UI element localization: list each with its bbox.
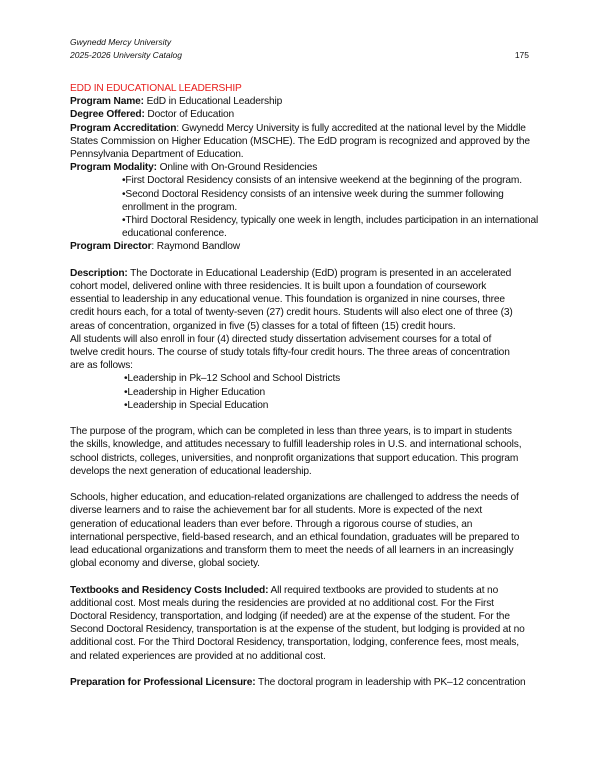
list-item: •First Doctoral Residency consists of an intensive weekend at the beginning of the program. xyxy=(122,175,522,187)
schools-paragraph: Schools, higher education, and education-related organizations are challenged to address the needs of diverse learners and to raise the achievement bar for all students. More is expected of the next generation of educational leaders than ever before. Through a rigorous course of studies, an international perspective, field-based research, and an ethical foundation, graduates will be prepared to lead educational organizations and transform them to meet the needs of all learners in an increasingly global economy and diverse, global society. xyxy=(70,492,520,570)
page-body xyxy=(70,82,540,689)
list-item: •Leadership in Pk–12 School and School Districts xyxy=(124,373,341,385)
list-item: •Leadership in Higher Education xyxy=(124,386,266,398)
bullet-icon: • xyxy=(124,399,128,411)
degree-offered: Degree Offered: Doctor of Education xyxy=(70,109,235,121)
bullet-icon: • xyxy=(122,215,126,227)
program-director: Program Director: Raymond Bandlow xyxy=(70,241,241,253)
bullet-icon: • xyxy=(122,175,126,187)
header-catalog: 2025-2026 University Catalog xyxy=(70,50,182,60)
purpose-paragraph: The purpose of the program, which can be completed in less than three years, is to impart in students the skills, knowledge, and attitudes necessary to fulfill leadership roles in U.S. and international schools, school districts, colleges, universities, and nonprofit organizations that support education. This program develops the next generation of educational leadership. xyxy=(70,426,522,477)
textbooks-paragraph: Textbooks and Residency Costs Included: All required textbooks are provided to students at no additional cost. Most meals during the residencies are provided at no additional cost. For the First Doctoral Residency, transportation, and lodging (if needed) are at the expense of the student. For the Second Doctoral Residency, transportation is at the expense of the student, but lodging is provided at no additional cost. For the Third Doctoral Residency, transportation, lodging, conference fees, most meals, and related experiences are provided at no additional cost. xyxy=(70,584,525,662)
page-number: 175 xyxy=(514,50,529,60)
bullet-icon: • xyxy=(124,386,128,398)
residency-list: •First Doctoral Residency consists of an intensive weekend at the beginning of the program. •Second Doctoral Residency consists of an intensive week during the summer following enrollment in the program. •Third Doctoral Residency, typically one week in length, includes participation in an international educational conference. xyxy=(70,174,540,240)
list-item: •Second Doctoral Residency consists of an intensive week during the summer following xyxy=(122,188,504,200)
accreditation: Program Accreditation: Gwynedd Mercy University is fully accredited at the national level by the Middle States Commission on Higher Education (MSCHE). The EdD program is recognized and approved by the Pennsylvania Department of Education. xyxy=(70,122,530,161)
licensure-paragraph: Preparation for Professional Licensure: The doctoral program in leadership with PK–12 concentration xyxy=(70,677,526,689)
section-title: EDD IN EDUCATIONAL LEADERSHIP xyxy=(70,83,242,94)
list-item: •Leadership in Special Education xyxy=(124,399,269,411)
list-item: •Third Doctoral Residency, typically one week in length, includes participation in an international xyxy=(122,215,539,227)
bullet-icon: • xyxy=(124,373,128,385)
description-paragraph: Description: The Doctorate in Educational Leadership (EdD) program is presented in an accelerated cohort model, delivered online with three residencies. It is built upon a foundation of coursework essential to leadership in any educational venue. This foundation is organized in nine courses, three credit hours each, for a total of twenty-seven (27) credit hours. Students will also elect one of three (3) areas of concentration, organized in five (5) classes for a total of fifteen (15) credit hours. All students will also enroll in four (4) directed study dissertation advisement courses for a total of twelve credit hours. The course of study totals fifty-four credit hours. The three areas of concentration are as follows: •Leadership in Pk–12 School and School Districts •Leadership in Higher Education •Leadership in Special Education xyxy=(70,267,540,412)
program-modality: Program Modality: Online with On-Ground Residencies xyxy=(70,162,318,174)
header-institution: Gwynedd Mercy University xyxy=(70,37,172,47)
program-name: Program Name: EdD in Educational Leadership xyxy=(70,96,283,108)
bullet-icon: • xyxy=(122,188,126,200)
